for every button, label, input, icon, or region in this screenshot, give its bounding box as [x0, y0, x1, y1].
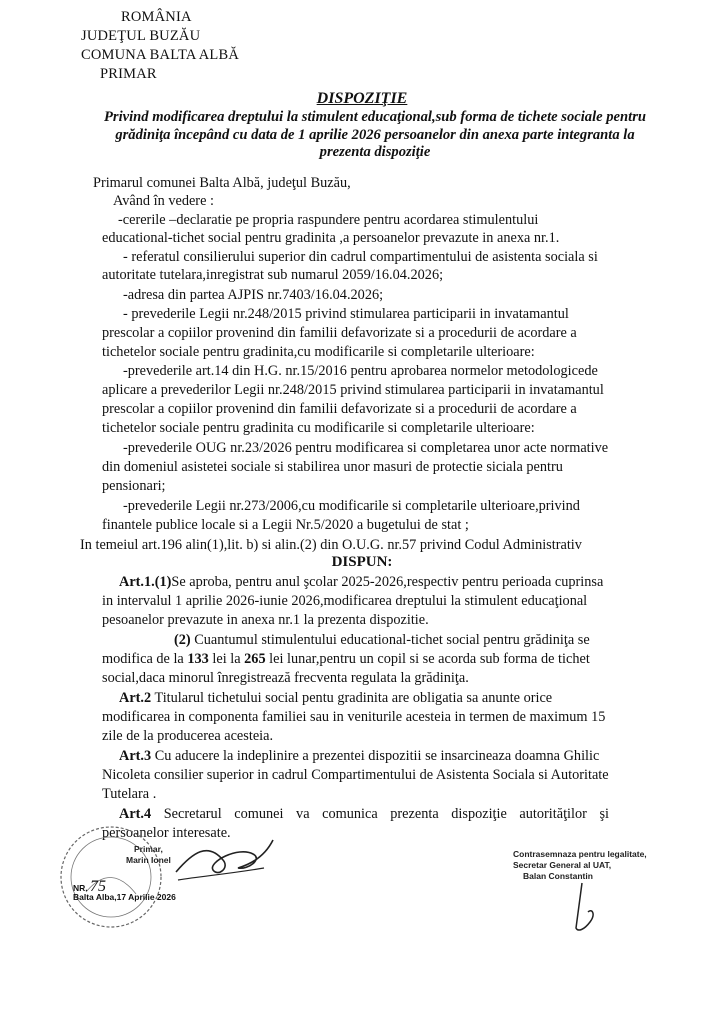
legal-basis-line: In temeiul art.196 alin(1),lit. b) si alin.(2) din O.U.G. nr.57 privind Codul Administrativ — [80, 537, 582, 553]
consideration-line: finantele publice locale si a Legii Nr.5/2020 a bugetului de stat ; — [102, 517, 469, 533]
consideration-line: din domeniul asistetei sociale si stabilirea unor masuri de protectie siciala pentru — [102, 459, 563, 475]
mayor-title: Primar, — [134, 844, 163, 854]
intro-line: Având în vedere : — [113, 193, 214, 209]
mayor-name: Marin Ionel — [126, 855, 171, 865]
article-3-line: Art.3 Cu aducere la indeplinire a prezentei dispozitii se insarcineaza doamna Ghilic — [119, 748, 600, 764]
consideration-line: educational-tichet social pentru gradinita ,a persoanelor prevazute in anexa nr.1. — [102, 230, 560, 246]
countersign-line: Secretar General al UAT, — [513, 860, 612, 870]
article-label: Art.3 — [119, 748, 152, 764]
document-subtitle: Privind modificarea dreptului la stimulent educaţional,sub forma de tichete sociale pentru grădiniţa începând cu data de 1 aprilie 2026 persoanelor din anexa parte integranta la prezenta dispoziţie — [103, 109, 646, 160]
consideration-line: -cererile –declaratie pe propria raspundere pentru acordarea stimulentului — [118, 212, 539, 228]
consideration-line: -prevederile art.14 din H.G. nr.15/2016 pentru aprobarea normelor metodologicede — [123, 363, 598, 379]
amount-old: 133 — [187, 651, 209, 667]
consideration-line: -adresa din partea AJPIS nr.7403/16.04.2026; — [123, 287, 384, 303]
article-label: Art.1.(1) — [119, 574, 172, 590]
article-3-line: Tutelara . — [102, 786, 157, 802]
article-4-line: persoanelor interesate. — [102, 825, 231, 841]
header-commune: COMUNA BALTA ALBĂ — [81, 47, 240, 63]
consideration-line: - referatul consilierului superior din cadrul compartimentului de asistenta sociala si — [123, 249, 598, 265]
dispun-heading: DISPUN: — [331, 554, 393, 570]
header-mayor: PRIMAR — [100, 66, 157, 82]
consideration-line: - prevederile Legii nr.248/2015 privind stimularea participarii in invatamantul — [123, 306, 569, 322]
mayor-signature-icon — [168, 832, 278, 892]
amount-new: 265 — [244, 651, 266, 667]
article-1-line: in intervalul 1 aprilie 2026-iunie 2026,modificarea dreptului la stimulent educaţional — [102, 593, 588, 609]
article-label: Art.4 — [119, 806, 152, 822]
article-1-2-line: modifica de la 133 lei la 265 lei lunar,pentru un copil si se acorda sub forma de tichet — [102, 651, 590, 667]
consideration-line: -prevederile Legii nr.273/2006,cu modificarile si completarile ulterioare,privind — [123, 498, 580, 514]
header-country: ROMÂNIA — [121, 9, 192, 25]
article-1-2-line: social,daca minorul înregistrează frecventa regulata la grădiniţa. — [102, 670, 469, 686]
countersign-line: Contrasemnaza pentru legalitate, — [513, 849, 647, 859]
article-1-line: Art.1.(1)Se aproba, pentru anul şcolar 2025-2026,respectiv pentru perioada cuprinsa — [119, 574, 604, 590]
consideration-line: -prevederile OUG nr.23/2026 pentru modificarea si completarea unor acte normative — [123, 440, 609, 456]
article-1-line: pesoanelor prevazute in anexa nr.1 la prezenta dispozitie. — [102, 612, 429, 628]
consideration-line: pensionari; — [102, 478, 166, 494]
consideration-line: aplicare a prevederilor Legii nr.248/2015 privind stimularea participarii in invatamantul — [102, 382, 604, 398]
article-3-line: Nicoleta consilier superior in cadrul Compartimentului de Asistenta Sociala si Autoritate — [102, 767, 609, 783]
article-2-line: Art.2 Titularul tichetului social pentu gradinita are obligatia sa anunte orice — [119, 690, 553, 706]
consideration-line: prescolar a copiilor provenind din familii defavorizate si a procedurii de acordare a — [102, 325, 577, 341]
article-label: Art.2 — [119, 690, 152, 706]
official-seal-icon — [56, 822, 166, 932]
countersign-line: Balan Constantin — [523, 871, 593, 881]
consideration-line: autoritate tutelara,inregistrat sub numarul 2059/16.04.2026; — [102, 267, 444, 283]
article-label: (2) — [174, 632, 191, 648]
article-1-2-line: (2) Cuantumul stimulentului educational-tichet social pentru grădiniţa se — [174, 632, 590, 648]
registration-number: NR. 75 — [73, 878, 107, 895]
consideration-line: prescolar a copiilor provenind din familii defavorizate si a procedurii de acordare a — [102, 401, 577, 417]
article-2-line: modificarea in componenta familiei sau in veniturile acesteia in termen de maximum 15 — [102, 709, 606, 725]
place-and-date: Balta Alba,17 Aprilie 2026 — [73, 892, 176, 902]
article-4-line: Art.4 Secretarul comunei va comunica prezenta dispoziţie autorităţilor şi — [119, 806, 610, 822]
intro-line: Primarul comunei Balta Albă, judeţul Buzău, — [93, 175, 351, 191]
header-county: JUDEŢUL BUZĂU — [81, 28, 201, 44]
article-2-line: zile de la producerea acesteia. — [102, 728, 274, 744]
document-title: DISPOZIŢIE — [316, 90, 408, 107]
consideration-line: tichetelor sociale pentru gradinita cu modificarile si completarile ulterioare: — [102, 420, 535, 436]
consideration-line: tichetelor sociale pentru gradinita,cu modificarile si completarile ulterioare: — [102, 344, 535, 360]
secretary-signature-icon — [560, 878, 610, 938]
